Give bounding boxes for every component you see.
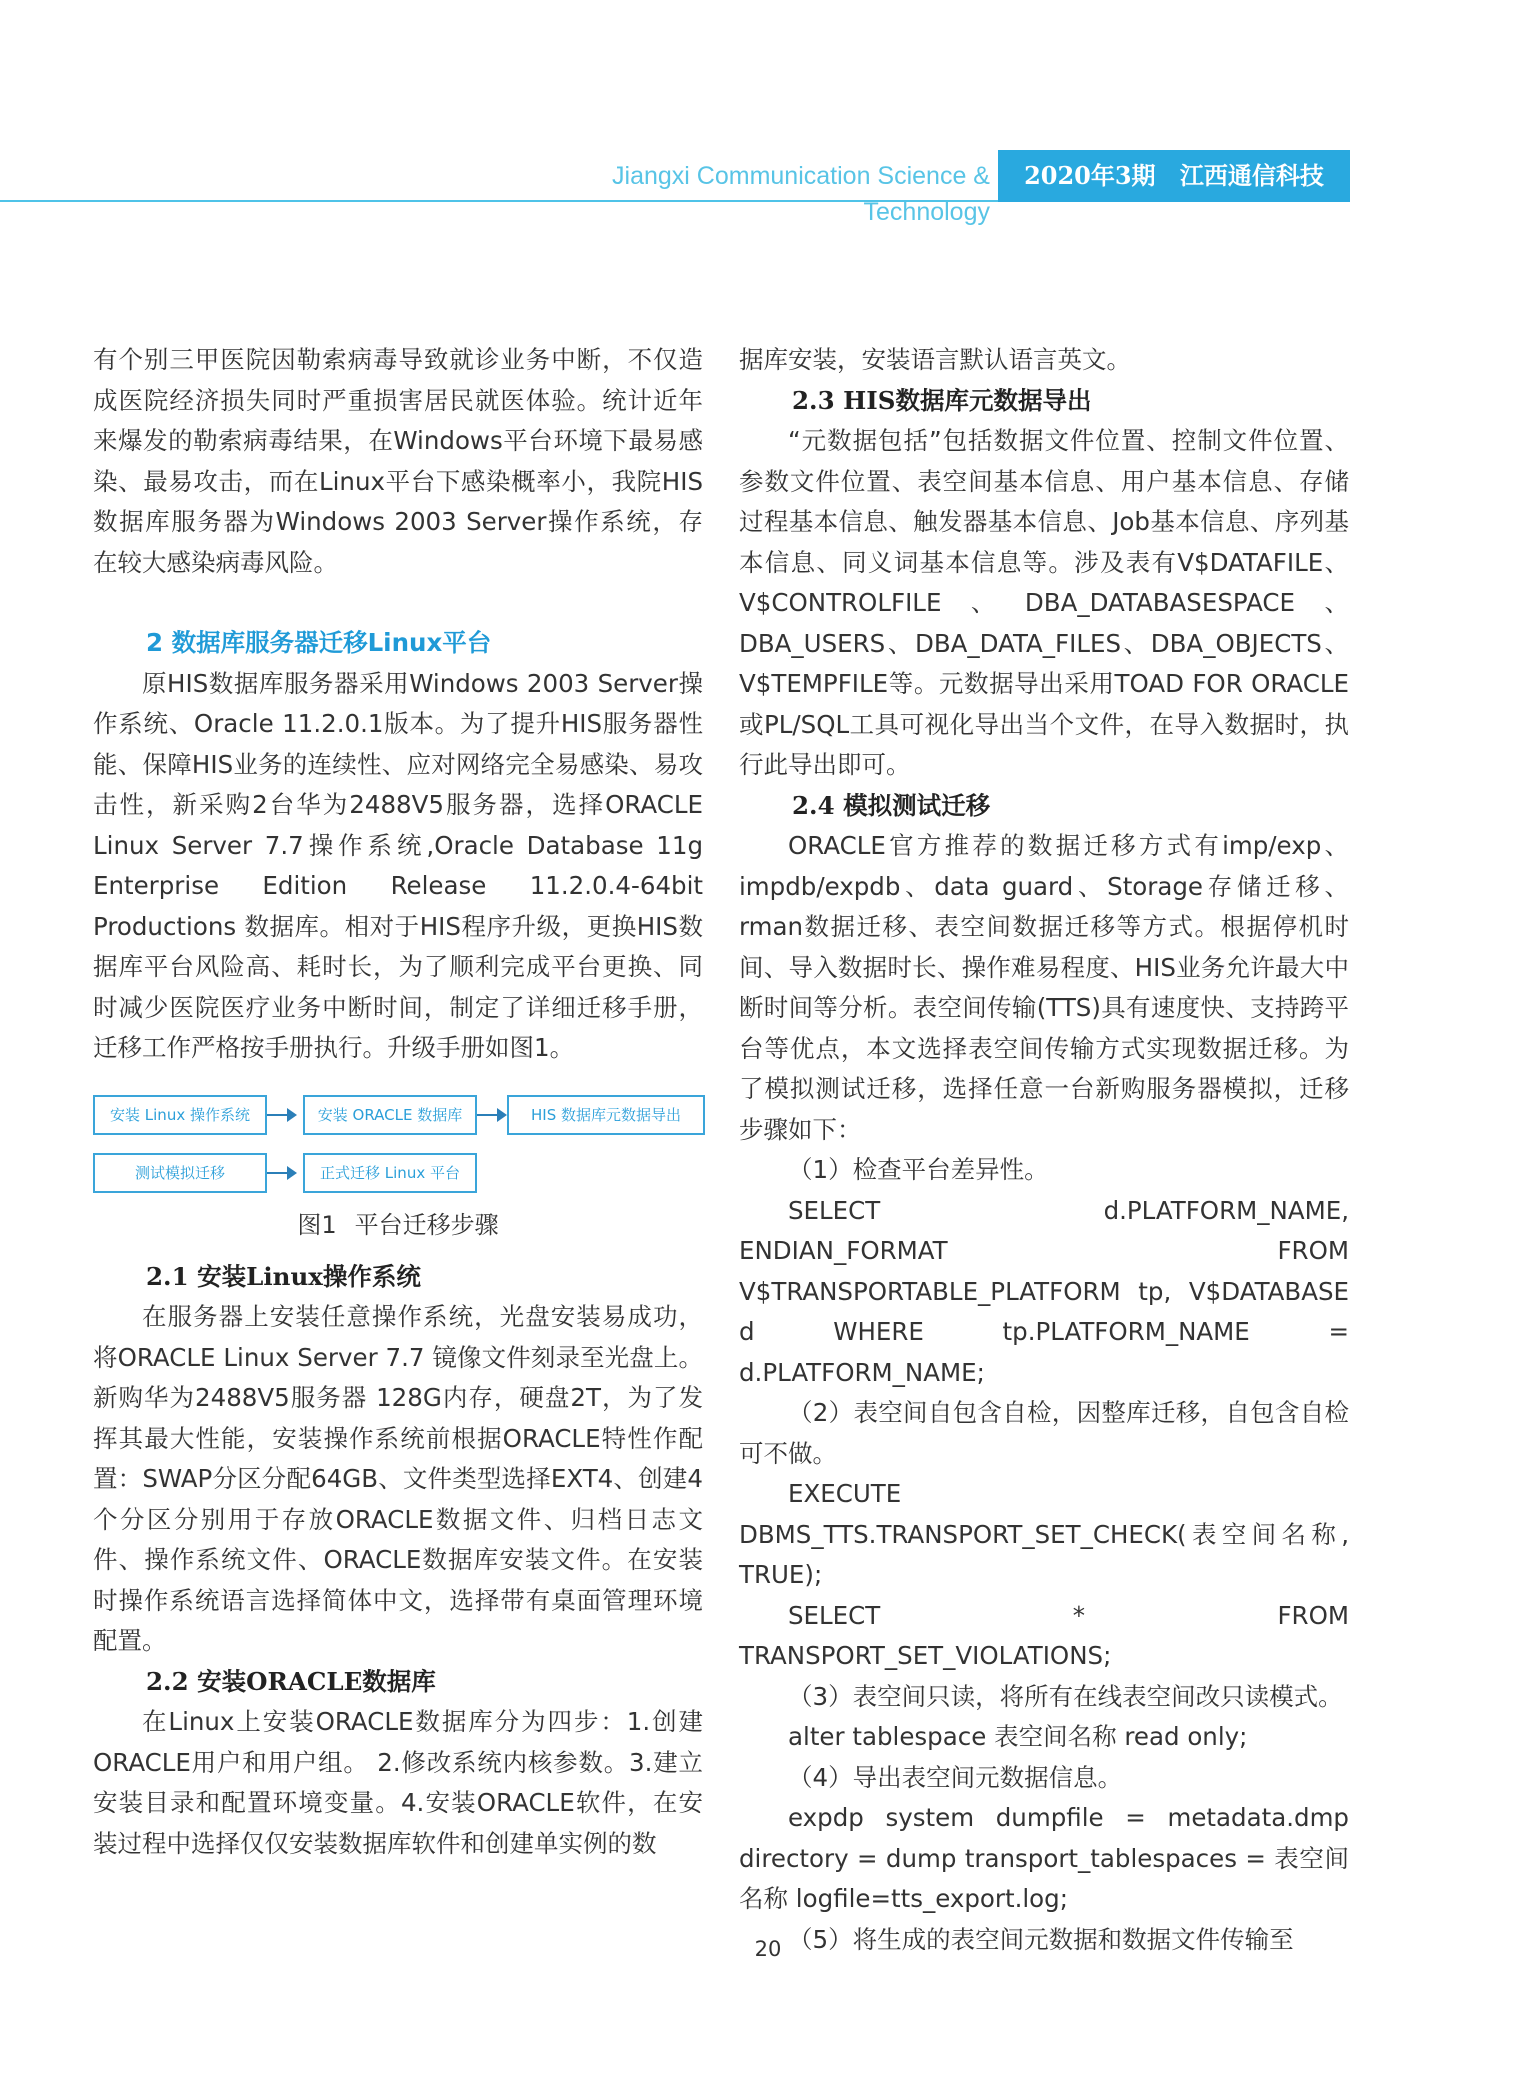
arrow-icon [477, 1114, 505, 1116]
right-column [739, 340, 1349, 1960]
paragraph: ORACLE官方推荐的数据迁移方式有imp/exp、impdb/expdb、data guard、Storage存储迁移、rman数据迁移、表空间数据迁移等方式。根据停机时间、导入数据时长、操作难易程度、HIS业务允许最大中断时间等分析。表空间传输(TTS)具有速度快、支持跨平台等优点，本文选择表空间传输方式实现数据迁移。为了模拟测试迁移，选择任意一台新购服务器模拟，迁移步骤如下： [739, 831, 1349, 1144]
flow-step-export-metadata: HIS 数据库元数据导出 [507, 1095, 705, 1135]
section-heading: 2 数据库服务器迁移Linux平台 [146, 628, 492, 657]
figure-caption [93, 1205, 703, 1245]
figure-title: 平台迁移步骤 [354, 1210, 499, 1239]
subsection-heading: 2.3 HIS数据库元数据导出 [792, 385, 1092, 415]
arrow-icon [267, 1172, 295, 1174]
code-line: SELECT * FROM TRANSPORT_SET_VIOLATIONS; [739, 1600, 1349, 1670]
paragraph: 在服务器上安装任意操作系统，光盘安装易成功，将ORACLE Linux Server 7.7 镜像文件刻录至光盘上。新购华为2488V5服务器 128G内存，硬盘2T，为了发挥其最大性能，安装操作系统前根据ORACLE特性作配置：SWAP分区分配64GB、文件类型选择EXT4、创建4个分区分别用于存放ORACLE数据文件、归档日志文件、操作系统文件、ORACLE数据库安装文件。在安装时操作系统语言选择简体中文，选择带有桌面管理环境配置。 [93, 1302, 703, 1655]
paragraph: “元数据包括”包括数据文件位置、控制文件位置、参数文件位置、表空间基本信息、用户基本信息、存储过程基本信息、触发器基本信息、Job基本信息、序列基本信息、同义词基本信息等。涉及表有V$DATAFILE、V$CONTROLFILE、DBA_DATABASESPACE、DBA_USERS、DBA_DATA_FILES、DBA_OBJECTS、V$TEMPFILE等。元数据导出采用TOAD FOR ORACLE或PL/SQL工具可视化导出当个文件，在导入数据时，执行此导出即可。 [739, 426, 1349, 779]
figure-flowchart [93, 1095, 703, 1191]
figure-number: 图1 [297, 1210, 337, 1239]
step-item: （1）检查平台差异性。 [788, 1155, 1049, 1184]
paragraph: 在Linux上安装ORACLE数据库分为四步：1.创建ORACLE用户和用户组。 2.修改系统内核参数。3.建立安装目录和配置环境变量。4.安装ORACLE软件，在安装过程中选择仅仅安装数据库软件和创建单实例的数 [93, 1707, 703, 1858]
paragraph: 据库安装，安装语言默认语言英文。 [739, 345, 1131, 374]
arrow-icon [267, 1114, 295, 1116]
page-number: 20 [754, 1937, 782, 1961]
step-item: （3）表空间只读，将所有在线表空间改只读模式。 [788, 1681, 1343, 1711]
code-line: SELECT d.PLATFORM_NAME, ENDIAN_FORMAT FROM V$TRANSPORTABLE_PLATFORM tp, V$DATABASE d WHERE tp.PLATFORM_NAME = d.PLATFORM_NAME; [739, 1195, 1349, 1387]
code-line: EXECUTE DBMS_TTS.TRANSPORT_SET_CHECK(表空间名称, TRUE); [739, 1479, 1349, 1589]
subsection-heading: 2.2 安装ORACLE数据库 [146, 1666, 436, 1696]
step-item: （5）将生成的表空间元数据和数据文件传输至 [788, 1924, 1294, 1954]
code-line: alter tablespace 表空间名称 read only; [788, 1722, 1248, 1751]
issue-label: 2020年3期 [1024, 161, 1156, 190]
flow-step-install-oracle: 安装 ORACLE 数据库 [303, 1095, 477, 1135]
step-item: （2）表空间自包含自检，因整库迁移，自包含自检可不做。 [739, 1398, 1349, 1468]
flow-step-formal-migration: 正式迁移 Linux 平台 [303, 1153, 477, 1193]
code-line: expdp system dumpfile = metadata.dmp directory = dump transport_tablespaces = 表空间名称 logfile=tts_export.log; [739, 1803, 1349, 1913]
journal-issue-banner [998, 150, 1350, 202]
subsection-heading: 2.4 模拟测试迁移 [792, 790, 991, 820]
left-column [93, 340, 703, 1864]
journal-chinese-name: 江西通信科技 [1179, 161, 1324, 190]
step-item: （4）导出表空间元数据信息。 [788, 1762, 1123, 1792]
paragraph: 原HIS数据库服务器采用Windows 2003 Server操作系统、Oracle 11.2.0.1版本。为了提升HIS服务器性能、保障HIS业务的连续性、应对网络完全易感染、易攻击性，新采购2台华为2488V5服务器，选择ORACLE Linux Server 7.7操作系统,Oracle Database 11g Enterprise Edition Release 11.2.0.4-64bit Productions 数据库。相对于HIS程序升级，更换HIS数据库平台风险高、耗时长，为了顺利完成平台更换、同时减少医院医疗业务中断时间，制定了详细迁移手册，迁移工作严格按手册执行。升级手册如图1。 [93, 668, 703, 1062]
subsection-heading: 2.1 安装Linux操作系统 [146, 1261, 421, 1291]
paragraph: 有个别三甲医院因勒索病毒导致就诊业务中断，不仅造成医院经济损失同时严重损害居民就医体验。统计近年来爆发的勒索病毒结果，在Windows平台环境下最易感染、最易攻击，而在Linux平台下感染概率小，我院HIS数据库服务器为Windows 2003 Server操作系统，存在较大感染病毒风险。 [93, 345, 703, 577]
flow-step-test-migration: 测试模拟迁移 [93, 1153, 267, 1193]
flow-step-install-linux: 安装 Linux 操作系统 [93, 1095, 267, 1135]
journal-english-name: Jiangxi Communication Science & Technology [612, 162, 990, 226]
